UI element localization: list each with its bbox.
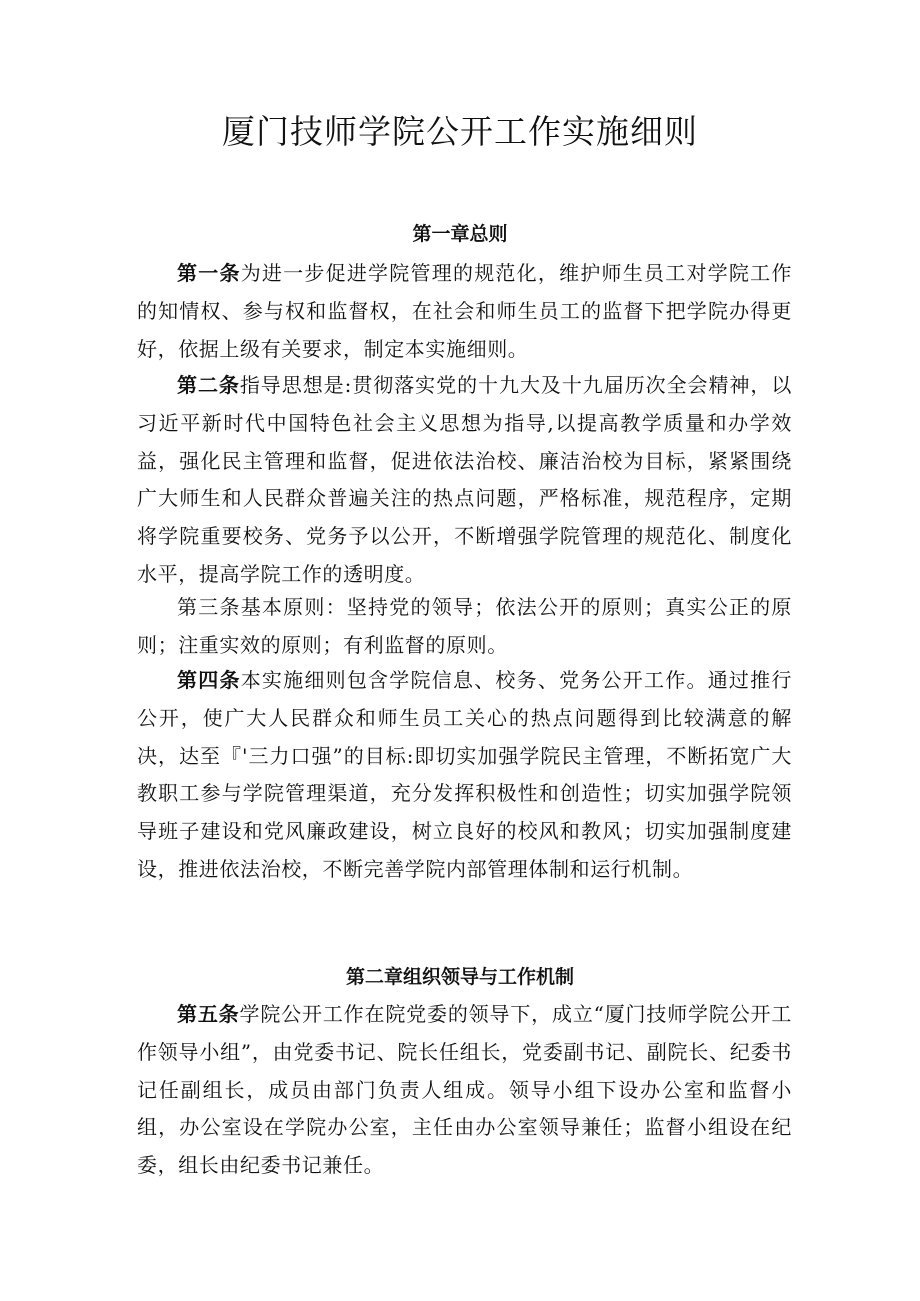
article-1-text: 为进一步促进学院管理的规范化，维护师生员工对学院工作的知情权、参与权和监督权，在社会和师生员工的监督下把学院办得更好，依据上级有关要求，制定本实施细则。 (137, 261, 792, 361)
article-2-label: 第二条 (177, 373, 240, 397)
article-4-text: 本实施细则包含学院信息、校务、党务公开工作。通过推行公开，使广大人民群众和师生员工关心的热点问题得到比较满意的解决，达至『'三力口强”的目标:即切实加强学院民主管理，不断拓宽广大教职工参与学院管理渠道，充分发挥积极性和创造性；切实加强学院领导班子建设和党风廉政建设，树立良好的校风和教风；切实加强制度建设，推进依法治校，不断完善学院内部管理体制和运行机制。 (137, 668, 792, 881)
article-1-label: 第一条 (177, 261, 241, 285)
article-5-label: 第五条 (177, 1002, 240, 1026)
article-1 (137, 255, 792, 368)
chapter-1-heading: 第一章总则 (412, 223, 508, 245)
article-4-label: 第四条 (177, 668, 241, 692)
article-3-text: 基本原则：坚持党的领导；依法公开的原则；真实公正的原则；注重实效的原则；有利监督的原则。 (137, 595, 792, 657)
article-4 (137, 662, 792, 889)
article-5-text: 学院公开工作在院党委的领导下，成立“厦门技师学院公开工作领导小组”，由党委书记、院长任组长，党委副书记、副院长、纪委书记任副组长，成员由部门负责人组成。领导小组下设办公室和监督小组，办公室设在学院办公室，主任由办公室领导兼任；监督小组设在纪委，组长由纪委书记兼任。 (137, 1002, 792, 1178)
article-3 (137, 589, 792, 665)
document-title: 厦门技师学院公开工作实施细则 (222, 112, 698, 151)
article-2 (137, 367, 792, 594)
article-5 (137, 996, 792, 1185)
chapter-2-heading: 第二章组织领导与工作机制 (345, 966, 574, 988)
article-2-text: 指导思想是:贯彻落实党的十九大及十九届历次全会精神，以习近平新时代中国特色社会主义思想为指导,以提高教学质量和办学效益，强化民主管理和监督，促进依法治校、廉洁治校为目标，紧紧围绕广大师生和人民群众普遍关注的热点问题，严格标准，规范程序，定期将学院重要校务、党务予以公开，不断增强学院管理的规范化、制度化水平，提高学院工作的透明度。 (137, 373, 792, 586)
article-3-label: 第三条 (177, 595, 241, 619)
